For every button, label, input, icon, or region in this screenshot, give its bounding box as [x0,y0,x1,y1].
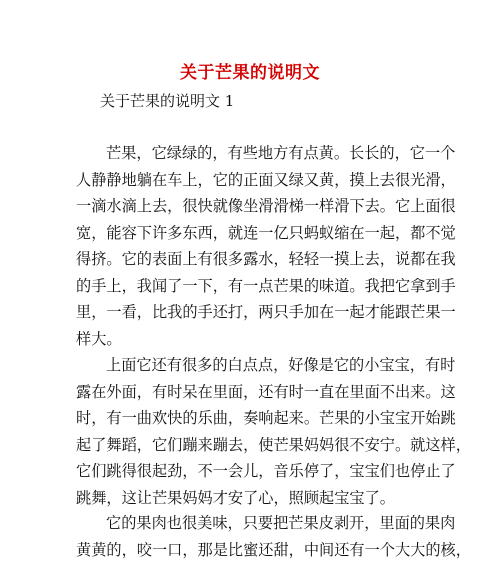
paragraph-line: 一滴水滴上去，很快就像坐滑滑梯一样滑下去。它上面很 [76,197,456,215]
paragraph-2 [76,352,471,511]
document-title: 关于芒果的说明文 [180,63,320,83]
paragraph-line: 里，一看，比我的手还打，两只手加在一起才能跟芒果一 [76,303,456,321]
document-subtitle: 关于芒果的说明文 1 [100,92,235,110]
paragraph-line: 上面它还有很多的白点点，好像是它的小宝宝，有时 [106,356,456,374]
paragraph-line: 黄黄的，咬一口，那是比蜜还甜，中间还有一个大大的核， [76,540,471,559]
paragraph-line: 时，有一曲欢快的乐曲，奏响起来。芒果的小宝宝开始跳 [76,409,456,427]
paragraph-line: 样大。 [76,329,122,348]
paragraph-3 [76,510,471,563]
paragraph-line: 它们跳得很起劲，不一会儿，音乐停了，宝宝们也停止了 [76,462,456,480]
paragraph-line: 芒果，它绿绿的，有些地方有点黄。长长的，它一个 [106,144,456,162]
paragraph-1 [76,140,456,352]
paragraph-line: 露在外面，有时呆在里面，还有时一直在里面不出来。这 [76,382,456,401]
paragraph-line: 宽，能容下许多东西，就连一亿只蚂蚁缩在一起，都不觉 [76,223,456,242]
paragraph-line: 它的果肉也很美味，只要把芒果皮剥开，里面的果肉 [106,514,456,532]
paragraph-line: 人静静地躺在车上，它的正面又绿又黄，摸上去很光滑， [76,170,456,189]
paragraph-line: 跳舞，这让芒果妈妈才安了心，照顾起宝宝了。 [76,488,395,507]
paragraph-line: 得挤。它的表面上有很多露水，轻轻一摸上去，说都在我 [76,250,456,268]
paragraph-line: 起了舞蹈，它们蹦来蹦去，使芒果妈妈很不安宁。就这样， [76,435,471,454]
paragraph-line: 的手上，我闻了一下，有一点芒果的味道。我把它拿到手 [76,276,456,295]
